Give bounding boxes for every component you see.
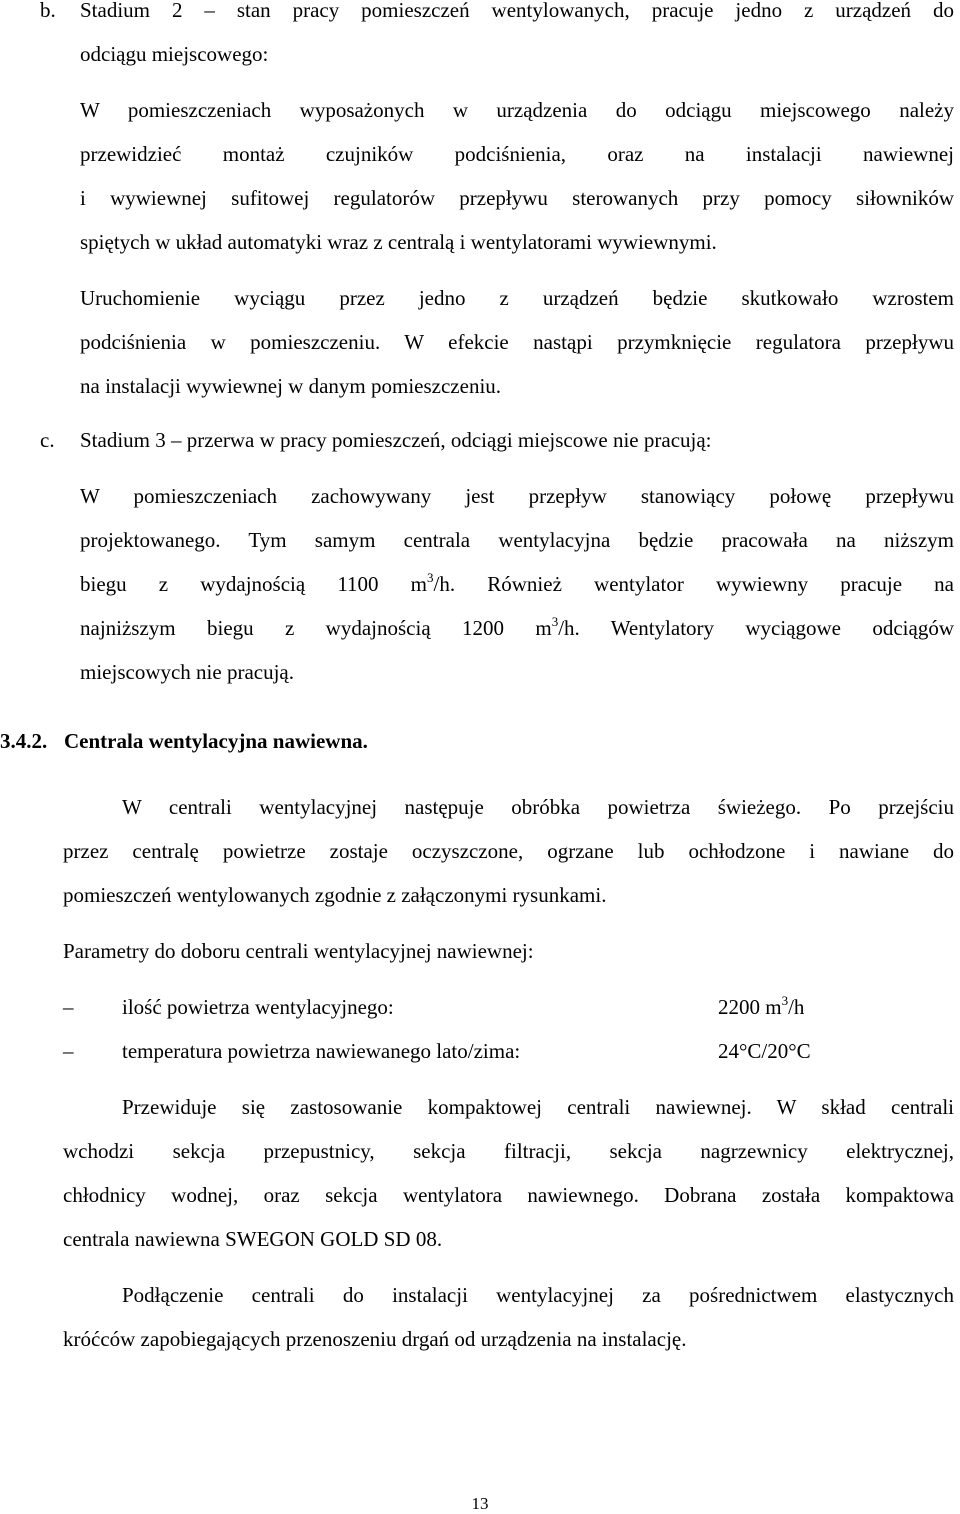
stage-c-marker: c. xyxy=(40,428,55,452)
stage-b-marker: b. xyxy=(40,0,56,22)
value-text: 2200 m xyxy=(718,995,782,1019)
stage-b-heading-cont: odciągu miejscowego: xyxy=(80,42,269,66)
superscript: 3 xyxy=(781,993,789,1008)
dash: – xyxy=(63,1039,74,1063)
param-value xyxy=(718,995,804,1019)
paragraph-line: miejscowych nie pracują. xyxy=(80,660,294,684)
paragraph-line: W pomieszczeniach zachowywany jest przepływ stanowiący połowę przepływu xyxy=(80,484,954,508)
superscript: 3 xyxy=(551,614,559,629)
paragraph-line: podciśnienia w pomieszczeniu. W efekcie nastąpi przymknięcie regulatora przepływu xyxy=(80,330,954,354)
paragraph-line: wchodzi sekcja przepustnicy, sekcja filtracji, sekcja nagrzewnicy elektrycznej, xyxy=(63,1139,954,1163)
stage-b-heading: Stadium 2 – stan pracy pomieszczeń wentylowanych, pracuje jedno z urządzeń do xyxy=(80,0,954,22)
text-part: /h. Wentylatory wyciągowe odciągów xyxy=(558,616,954,640)
stage-c-heading: Stadium 3 – przerwa w pracy pomieszczeń, odciągi miejscowe nie pracują: xyxy=(80,428,712,452)
paragraph-line: przez centralę powietrze zostaje oczyszczone, ogrzane lub ochłodzone i nawiane do xyxy=(63,839,954,863)
paragraph-line xyxy=(80,572,954,596)
paragraph-line: Przewiduje się zastosowanie kompaktowej centrali nawiewnej. W skład centrali xyxy=(122,1095,954,1119)
paragraph-line: przewidzieć montaż czujników podciśnienia, oraz na instalacji nawiewnej xyxy=(80,142,954,166)
dash: – xyxy=(63,995,74,1019)
text-part: biegu z wydajnością 1100 m xyxy=(80,572,428,596)
paragraph-line: spiętych w układ automatyki wraz z centralą i wentylatorami wywiewnymi. xyxy=(80,230,717,254)
text-part: /h. Również wentylator wywiewny pracuje na xyxy=(433,572,954,596)
section-title: Centrala wentylacyjna nawiewna. xyxy=(64,729,368,753)
paragraph-line: W centrali wentylacyjnej następuje obróbka powietrza świeżego. Po przejściu xyxy=(122,795,954,819)
paragraph-line: W pomieszczeniach wyposażonych w urządzenia do odciągu miejscowego należy xyxy=(80,98,954,122)
superscript: 3 xyxy=(427,570,434,585)
paragraph-line: centrala nawiewna SWEGON GOLD SD 08. xyxy=(63,1227,443,1251)
value-unit: /h xyxy=(788,995,805,1019)
params-intro: Parametry do doboru centrali wentylacyjnej nawiewnej: xyxy=(63,939,534,963)
param-label: temperatura powietrza nawiewanego lato/zima: xyxy=(122,1039,521,1063)
paragraph-line: projektowanego. Tym samym centrala wentylacyjna będzie pracowała na niższym xyxy=(80,528,954,552)
paragraph-line: na instalacji wywiewnej w danym pomieszczeniu. xyxy=(80,374,502,398)
paragraph-line: i wywiewnej sufitowej regulatorów przepływu sterowanych przy pomocy siłowników xyxy=(80,186,954,210)
section-number: 3.4.2. xyxy=(0,729,48,753)
param-value: 24°C/20°C xyxy=(718,1039,811,1063)
param-label: ilość powietrza wentylacyjnego: xyxy=(122,995,394,1019)
paragraph-line xyxy=(80,616,954,640)
paragraph-line: pomieszczeń wentylowanych zgodnie z załączonymi rysunkami. xyxy=(63,883,607,907)
paragraph-line: króćców zapobiegających przenoszeniu drgań od urządzenia na instalację. xyxy=(63,1327,687,1351)
paragraph-line: chłodnicy wodnej, oraz sekcja wentylatora nawiewnego. Dobrana została kompaktowa xyxy=(63,1183,954,1207)
page-number: 13 xyxy=(471,1494,489,1513)
text-part: najniższym biegu z wydajnością 1200 m xyxy=(80,616,552,640)
paragraph-line: Uruchomienie wyciągu przez jedno z urządzeń będzie skutkowało wzrostem xyxy=(80,286,954,310)
paragraph-line: Podłączenie centrali do instalacji wentylacyjnej za pośrednictwem elastycznych xyxy=(122,1283,954,1307)
